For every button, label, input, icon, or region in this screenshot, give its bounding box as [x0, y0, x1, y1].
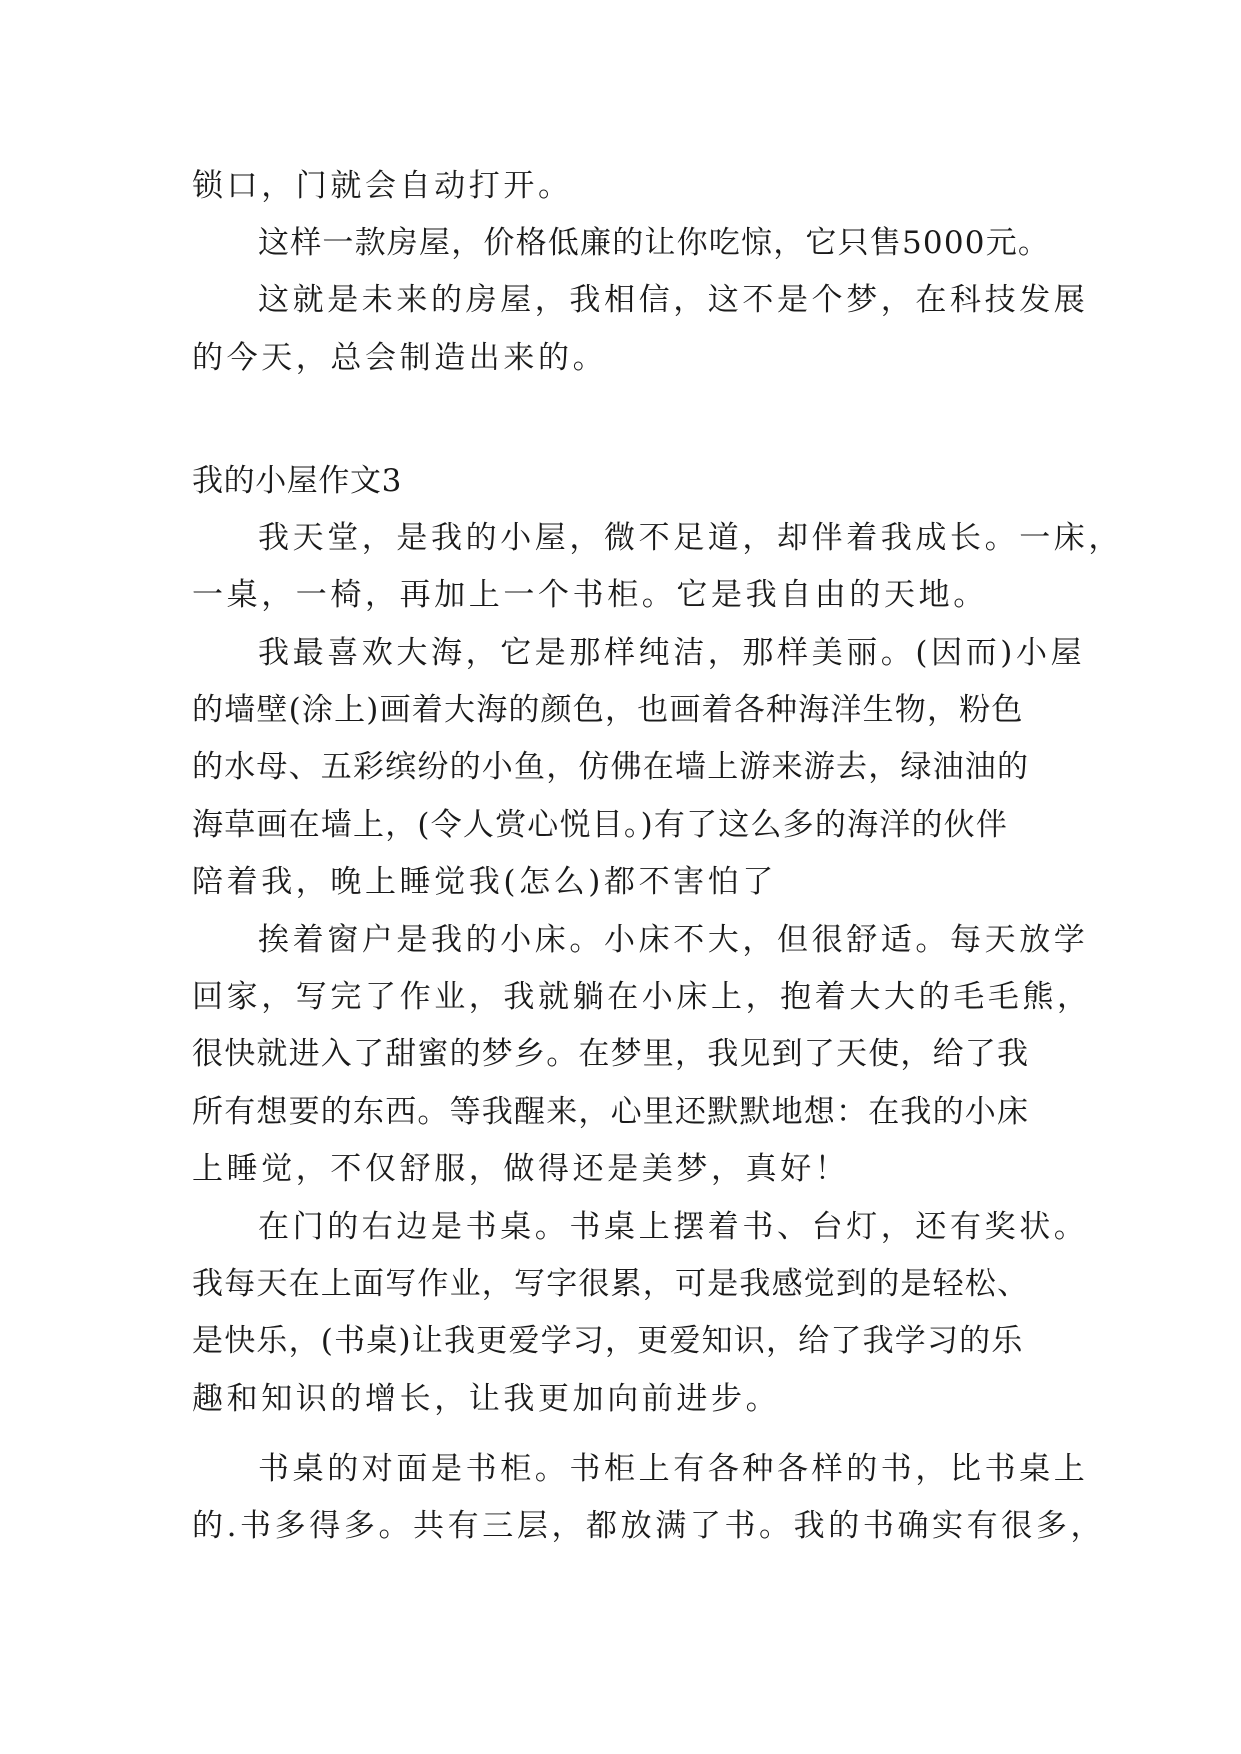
text-line: 所有想要的东西。等我醒来，心里还默默地想：在我的小床 [192, 1094, 1030, 1130]
text-line: 的今天，总会制造出来的。 [192, 340, 608, 376]
text-line: 在门的右边是书桌。书桌上摆着书、台灯，还有奖状。 [258, 1209, 1089, 1245]
text-line: 我天堂，是我的小屋，微不足道，却伴着我成长。一床， [258, 520, 1123, 556]
text-line: 很快就进入了甜蜜的梦乡。在梦里，我见到了天使，给了我 [192, 1036, 1030, 1072]
text-line: 陪着我，晚上睡觉我(怎么)都不害怕了 [192, 864, 777, 900]
text-line: 海草画在墙上，(令人赏心悦目。)有了这么多的海洋的伙伴 [192, 807, 1009, 843]
text-line: 的水母、五彩缤纷的小鱼，仿佛在墙上游来游去，绿油油的 [192, 749, 1030, 785]
text-line: 上睡觉，不仅舒服，做得还是美梦，真好！ [192, 1151, 850, 1187]
text-line: 我最喜欢大海，它是那样纯洁，那样美丽。(因而)小屋 [258, 635, 1086, 671]
text-line: 这就是未来的房屋，我相信，这不是个梦，在科技发展 [258, 282, 1089, 318]
text-line: 的.书多得多。共有三层，都放满了书。我的书确实有很多， [192, 1508, 1106, 1544]
text-line: 一桌，一椅，再加上一个书柜。它是我自由的天地。 [192, 577, 988, 613]
text-line: 锁口，门就会自动打开。 [192, 168, 573, 204]
text-line: 这样一款房屋，价格低廉的让你吃惊，它只售5000元。 [258, 225, 1051, 261]
section-title: 我的小屋作文3 [192, 463, 402, 499]
text-line: 挨着窗户是我的小床。小床不大，但很舒适。每天放学 [258, 922, 1089, 958]
text-line: 趣和知识的增长，让我更加向前进步。 [192, 1381, 781, 1417]
text-line: 回家，写完了作业，我就躺在小床上，抱着大大的毛毛熊， [192, 979, 1092, 1015]
text-line: 的墙壁(涂上)画着大海的颜色，也画着各种海洋生物，粉色 [192, 692, 1024, 728]
text-line: 我每天在上面写作业，写字很累，可是我感觉到的是轻松、 [192, 1266, 1030, 1302]
text-line: 书桌的对面是书柜。书柜上有各种各样的书，比书桌上 [258, 1451, 1089, 1487]
text-line: 是快乐，(书桌)让我更爱学习，更爱知识，给了我学习的乐 [192, 1323, 1024, 1359]
